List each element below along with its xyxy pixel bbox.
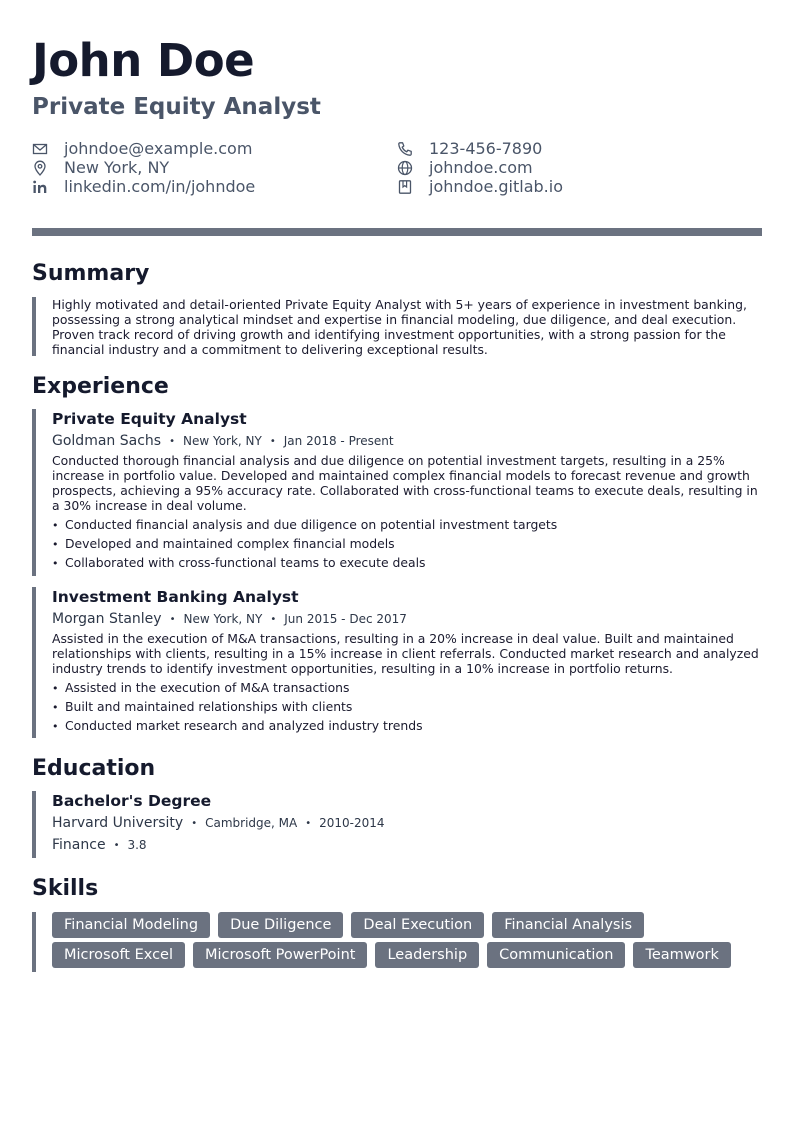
- linkedin-text: linkedin.com/in/johndoe: [64, 177, 256, 196]
- job-company: Goldman Sachs: [52, 433, 162, 449]
- contact-location: [32, 158, 169, 177]
- globe-icon: [397, 160, 413, 176]
- education-meta: [52, 813, 762, 833]
- skill-tag: Communication: [487, 942, 625, 968]
- job-bullets: [52, 678, 762, 735]
- job-title: Investment Banking Analyst: [52, 588, 299, 606]
- separator-dot: •: [305, 817, 312, 829]
- location-text: New York, NY: [64, 158, 170, 177]
- contact-website[interactable]: [397, 158, 533, 177]
- education-heading: Education: [32, 756, 156, 781]
- skills-heading: Skills: [32, 876, 99, 901]
- job-description: Assisted in the execution of M&A transactions, resulting in a 20% increase in deal value. Built and maintained relationships with clients, resulting in a 15% increase in client referrals. Conducted market research and analyzed industry trends to identify investment opportunities, resulting in a 10% increase in portfolio returns.: [52, 631, 759, 676]
- separator-dot: •: [191, 817, 198, 829]
- map-pin-icon: [32, 160, 48, 176]
- contact-gitlab[interactable]: [397, 177, 563, 196]
- contact-email[interactable]: [32, 139, 252, 158]
- job-dates: Jan 2018 - Present: [283, 434, 394, 448]
- school-name: Harvard University: [52, 815, 184, 831]
- skill-tag: Due Diligence: [218, 912, 343, 938]
- job-company: Morgan Stanley: [52, 611, 162, 627]
- job-dates: Jun 2015 - Dec 2017: [284, 612, 407, 626]
- contact-info: [32, 139, 762, 199]
- experience-heading: Experience: [32, 374, 169, 399]
- job-bullets: [52, 515, 762, 572]
- bullet-item: • Conducted financial analysis and due diligence on potential investment targets: [52, 515, 762, 534]
- gitlab-text: johndoe.gitlab.io: [429, 177, 563, 196]
- bullet-item: • Assisted in the execution of M&A transactions: [52, 678, 762, 697]
- skills-list: [52, 912, 752, 968]
- skill-tag: Teamwork: [633, 942, 730, 968]
- job-location: New York, NY: [182, 434, 262, 448]
- skill-tag: Microsoft PowerPoint: [193, 942, 367, 968]
- bullet-item: • Collaborated with cross-functional teams to execute deals: [52, 553, 762, 572]
- job-meta: [52, 609, 762, 629]
- degree-title: Bachelor's Degree: [52, 792, 212, 810]
- summary-block: [32, 297, 762, 356]
- job-location: New York, NY: [183, 612, 263, 626]
- phone-text: 123-456-7890: [429, 139, 543, 158]
- job-entry: [32, 409, 762, 576]
- summary-text: Highly motivated and detail-oriented Private Equity Analyst with 5+ years of experience in investment banking, possessing a strong analytical mindset and expertise in financial modeling, due diligence, and deal execution. Proven track record of driving growth and identifying investment opportunities, with a strong passion for the financial industry and a commitment to delivering exceptional results.: [52, 297, 747, 357]
- education-field: Finance: [52, 837, 106, 853]
- job-meta: [52, 431, 762, 451]
- website-text: johndoe.com: [429, 158, 533, 177]
- skill-tag: Leadership: [375, 942, 479, 968]
- email-text: johndoe@example.com: [64, 139, 253, 158]
- skill-tag: Microsoft Excel: [52, 942, 185, 968]
- skill-tag: Financial Modeling: [52, 912, 210, 938]
- school-location: Cambridge, MA: [205, 816, 298, 830]
- job-description: Conducted thorough financial analysis and due diligence on potential investment targets, resulting in a 25% increase in portfolio value. Developed and maintained complex financial models to forecast revenue and growth prospects, achieving a 95% accuracy rate. Collaborated with cross-functional teams to execute deals, resulting in a 30% increase in deal volume.: [52, 453, 758, 513]
- summary-heading: Summary: [32, 261, 150, 286]
- header-divider: [32, 228, 762, 236]
- linkedin-icon: [32, 179, 48, 195]
- separator-dot: •: [269, 435, 276, 447]
- candidate-title: Private Equity Analyst: [32, 94, 321, 120]
- education-gpa: 3.8: [127, 838, 147, 852]
- mail-icon: [32, 141, 48, 157]
- education-years: 2010-2014: [319, 816, 385, 830]
- book-bookmark-icon: [397, 179, 413, 195]
- education-field-row: [52, 835, 762, 855]
- separator-dot: •: [169, 613, 176, 625]
- skill-tag: Deal Execution: [351, 912, 484, 938]
- skills-block: [32, 912, 762, 972]
- skill-tag: Financial Analysis: [492, 912, 644, 938]
- education-entry: [32, 791, 762, 858]
- bullet-item: • Conducted market research and analyzed industry trends: [52, 716, 762, 735]
- job-entry: [32, 587, 762, 738]
- bullet-item: • Built and maintained relationships with clients: [52, 697, 762, 716]
- candidate-name: John Doe: [32, 34, 255, 87]
- phone-icon: [397, 141, 413, 157]
- job-title: Private Equity Analyst: [52, 410, 247, 428]
- contact-linkedin[interactable]: [32, 177, 255, 196]
- separator-dot: •: [169, 435, 175, 447]
- separator-dot: •: [270, 613, 277, 625]
- separator-dot: •: [113, 839, 120, 851]
- bullet-item: • Developed and maintained complex financial models: [52, 534, 762, 553]
- contact-phone[interactable]: [397, 139, 542, 158]
